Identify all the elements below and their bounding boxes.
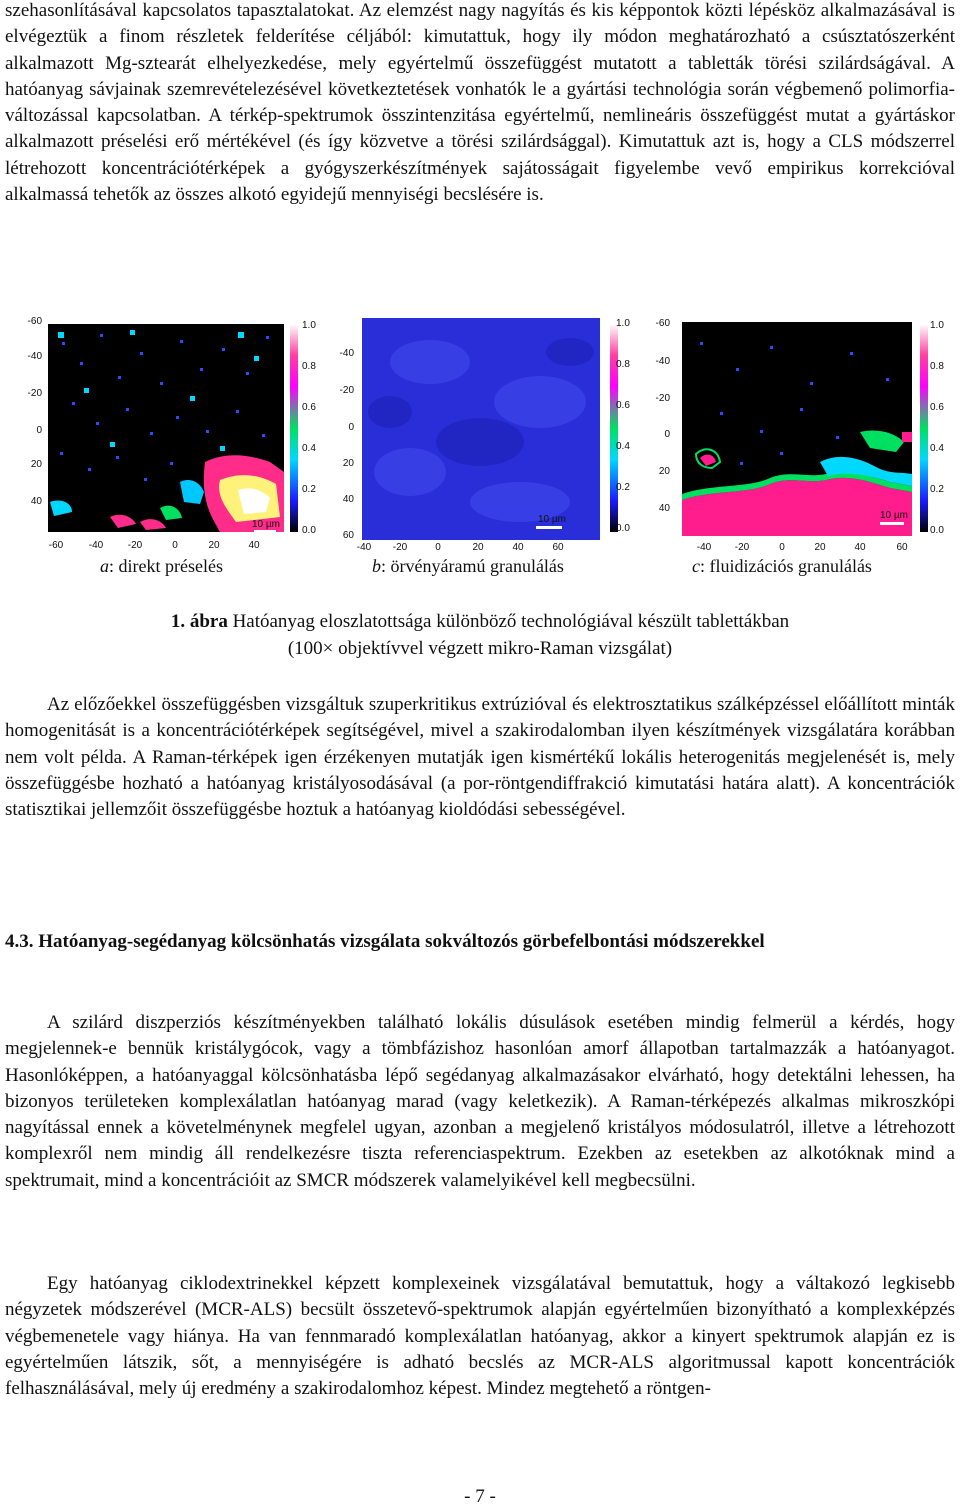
svg-text:60: 60 bbox=[342, 530, 354, 541]
svg-text:0.2: 0.2 bbox=[616, 482, 630, 493]
svg-text:0.2: 0.2 bbox=[302, 484, 316, 495]
caption-line-1: Hatóanyag eloszlatottsága különböző technológiával készült tablettákban bbox=[232, 611, 790, 632]
figure-panel-c bbox=[640, 312, 960, 584]
svg-text:40: 40 bbox=[512, 542, 524, 553]
paragraph-homogeneity: Az előzőekkel összefüggésben vizsgáltuk szuperkritikus extrúzióval és elektrosztatikus szálképzéssel előállított minták homogenitását is a koncentrációtérképek segítségével, mivel a szakirodalomban ilyen készítmények vizsgálatára korábban nem volt példa. A Raman-térképek igen érzékenyen mutatják igen kismértékű lokális heterogenitás megjelenését is, mely összefüggésbe hozható a hatóanyag kristályosodásával (a por-röntgendiffrakció kimutatási határa alatt). A koncentrációk statisztikai jellemzőit összefüggésbe hoztuk a hatóanyag kioldódási sebességével. bbox=[5, 694, 955, 821]
svg-text:0: 0 bbox=[779, 542, 785, 553]
svg-text:0: 0 bbox=[172, 540, 178, 551]
caption-number: 1. ábra bbox=[170, 611, 228, 632]
svg-text:40: 40 bbox=[342, 494, 354, 505]
svg-text:0.6: 0.6 bbox=[616, 400, 630, 411]
svg-text:20: 20 bbox=[208, 540, 220, 551]
svg-text:40: 40 bbox=[30, 496, 42, 507]
svg-text:0.0: 0.0 bbox=[930, 525, 944, 536]
svg-text:0: 0 bbox=[348, 422, 354, 433]
paragraph-cyclodextrin: Egy hatóanyag ciklodextrinekkel képzett komplexeinek vizsgálatával bemutattuk, hogy a váltakozó legkisebb négyzetek módszerével (MCR-ALS) becsült összetevő-spektrumok alapján egyértelműen bizonyítható a komplexképzés végbemenetele vagy hiánya. Ha van fennmaradó komplexálatlan hatóanyag, akkor a kinyert spektrumok alapján ez is egyértelműen látszik, sőt, a mennyiségére is adható becslés az MCR-ALS algoritmussal kapott koncentrációk felhasználásával, mely új eredmény a szakirodalomhoz képest. Mindez megtehető a röntgen- bbox=[5, 1273, 955, 1400]
svg-text:0.4: 0.4 bbox=[302, 443, 316, 454]
figure-panel-b bbox=[320, 312, 640, 584]
svg-text:-40: -40 bbox=[356, 542, 372, 553]
svg-text:0.0: 0.0 bbox=[302, 525, 316, 536]
svg-text:-40: -40 bbox=[655, 356, 670, 367]
svg-text:60: 60 bbox=[552, 542, 564, 553]
svg-text:-20: -20 bbox=[734, 542, 750, 553]
svg-text:-20: -20 bbox=[27, 388, 42, 399]
svg-text:-40: -40 bbox=[27, 351, 42, 362]
colorbar bbox=[290, 324, 298, 532]
svg-text:40: 40 bbox=[658, 503, 670, 514]
panel-label-c: c: fluidizációs granulálás bbox=[692, 556, 872, 576]
svg-text:1.0: 1.0 bbox=[616, 318, 630, 329]
svg-text:-40: -40 bbox=[696, 542, 712, 553]
svg-text:0.8: 0.8 bbox=[302, 361, 316, 372]
svg-text:0: 0 bbox=[36, 425, 42, 436]
svg-text:20: 20 bbox=[658, 466, 670, 477]
svg-text:-20: -20 bbox=[127, 540, 143, 551]
caption-line-2: (100× objektívvel végzett mikro-Raman vizsgálat) bbox=[287, 638, 673, 659]
svg-text:-20: -20 bbox=[655, 393, 670, 404]
svg-text:-40: -40 bbox=[339, 348, 354, 359]
figure-raman-maps bbox=[0, 312, 960, 584]
svg-text:0.4: 0.4 bbox=[930, 443, 944, 454]
svg-text:0.8: 0.8 bbox=[616, 359, 630, 370]
svg-text:40: 40 bbox=[854, 542, 866, 553]
scale-bar-label: 10 µm bbox=[880, 510, 908, 521]
figure-panel-a bbox=[0, 312, 320, 584]
svg-text:-60: -60 bbox=[655, 318, 670, 329]
raman-map-b bbox=[320, 312, 640, 552]
svg-text:0: 0 bbox=[435, 542, 441, 553]
svg-text:0.4: 0.4 bbox=[616, 441, 630, 452]
colorbar bbox=[920, 324, 928, 532]
scale-bar-label: 10 µm bbox=[538, 514, 566, 525]
svg-text:40: 40 bbox=[248, 540, 260, 551]
svg-text:-60: -60 bbox=[48, 540, 64, 551]
paragraph-intro: szehasonlításával kapcsolatos tapasztalatokat. Az elemzést nagy nagyítás és kis képpontok közti lépésköz alkalmazásával is elvégeztük a finom részletek felderítése céljából: kimutattuk, hogy ily módon meghatározható a csúsztatószerként alkalmazott Mg-sztearát elhelyezkedése, mely egyértelmű összefüggést mutatott a tabletták törési szilárdságával. A hatóanyag sávjainak szemrevételezésével következtetések vonhatók le a gyártási technológia során végbemenő polimorfia-változással kapcsolatban. A térkép-spektrumok összintenzitása egyértelmű, nemlineáris összefüggést mutat a gyártáskor alkalmazott préselési erő mértékével (és így közvetve a törési szilárdsággal). Kimutattuk azt is, hogy a CLS módszerrel létrehozott koncentrációtérképek a gyógyszerkészítmények sajátosságait figyelembe vevő empirikus korrekcióval alkalmassá tehetők az összes alkotó egyidejű mennyiségi becslésére is. bbox=[5, 0, 955, 206]
svg-text:20: 20 bbox=[814, 542, 826, 553]
svg-text:0: 0 bbox=[664, 429, 670, 440]
figure-caption bbox=[0, 608, 960, 662]
svg-text:-20: -20 bbox=[392, 542, 408, 553]
svg-text:60: 60 bbox=[896, 542, 908, 553]
svg-text:1.0: 1.0 bbox=[930, 320, 944, 331]
svg-text:-40: -40 bbox=[88, 540, 104, 551]
svg-text:0.6: 0.6 bbox=[302, 402, 316, 413]
raman-map-c bbox=[640, 312, 960, 552]
panel-label-b: b: örvényáramú granulálás bbox=[372, 556, 564, 576]
colorbar bbox=[610, 324, 618, 532]
svg-text:0.2: 0.2 bbox=[930, 484, 944, 495]
svg-text:1.0: 1.0 bbox=[302, 320, 316, 331]
svg-text:20: 20 bbox=[30, 459, 42, 470]
paragraph-solid-dispersion: A szilárd diszperziós készítményekben található lokális dúsulások esetében mindig felmerül a kérdés, hogy megjelennek-e bennük kristálygócok, vagy a tömbfázishoz hasonlóan amorf állapotban tartalmazzák a hatóanyagot. Hasonlóképpen, a hatóanyaggal kölcsönhatásba lépő segédanyag alkalmazásakor elvárható, hogy detektálni lehessen, ha bizonyos területeken komplexálatlan hatóanyag marad (vagy keletkezik). A Raman-térképezés alkalmas mikroszkópi nagyítással ennek a követelménynek megfelel ugyan, azonban a megjelenő kristályos módosulatról, illetve a létrehozott komplexről nem mindig áll rendelkezésre tiszta referenciaspektrum. Ezekben az esetekben az alkotóknak mind a spektrumait, mind a koncentrációit az SMCR módszerek valamelyikével kell megbecsülni. bbox=[5, 1012, 955, 1191]
svg-text:0.8: 0.8 bbox=[930, 361, 944, 372]
page-number: - 7 - bbox=[464, 1486, 496, 1507]
section-heading: 4.3. Hatóanyag-segédanyag kölcsönhatás vizsgálata sokváltozós görbefelbontási módszerekkel bbox=[5, 931, 765, 952]
svg-text:20: 20 bbox=[472, 542, 484, 553]
svg-text:0.0: 0.0 bbox=[616, 523, 630, 534]
svg-text:20: 20 bbox=[342, 458, 354, 469]
raman-map-a bbox=[0, 312, 320, 552]
scale-bar-label: 10 µm bbox=[252, 519, 280, 530]
svg-text:0.6: 0.6 bbox=[930, 402, 944, 413]
panel-label-a: a: direkt préselés bbox=[100, 556, 223, 576]
svg-text:-60: -60 bbox=[27, 316, 42, 327]
svg-text:-20: -20 bbox=[339, 385, 354, 396]
